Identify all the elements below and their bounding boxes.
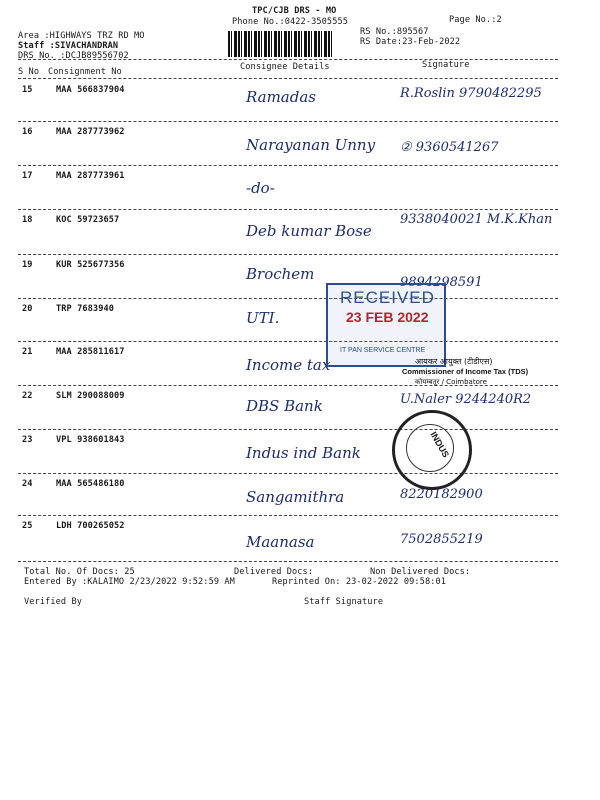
received-stamp-date: 23 FEB 2022 [346,309,429,325]
row-consignee: -do- [246,179,275,197]
row-consignment-no: MAA 565486180 [56,479,125,489]
row-consignee: Narayanan Unny [246,136,376,154]
row-consignment-no: SLM 290088009 [56,391,125,401]
column-divider [18,78,558,79]
drs-number: DRS No. :DCJB89556702 [18,51,129,61]
row-divider [18,473,558,474]
row-divider [18,254,558,255]
row-divider [18,515,558,516]
row-sno: 23 [22,435,33,445]
row-consignee: Sangamithra [246,488,345,506]
row-divider [18,121,558,122]
row-consignee: Ramadas [246,88,316,106]
row-signature: 7502855219 [400,532,483,547]
row-signature: U.Naler 9244240R2 [400,392,532,407]
row-sno: 25 [22,521,33,531]
row-sno: 16 [22,127,33,137]
row-consignment-no: MAA 287773962 [56,127,125,137]
row-consignee: Maanasa [246,533,315,551]
document-title: TPC/CJB DRS - MO [252,6,337,16]
table-end-divider [18,561,558,562]
row-sno: 22 [22,391,33,401]
row-consignment-no: MAA 287773961 [56,171,125,181]
rs-number: RS No.:895567 [360,27,429,37]
row-consignment-no: VPL 938601843 [56,435,125,445]
received-stamp-caption: IT PAN SERVICE CENTRE [340,347,426,354]
row-sno: 19 [22,260,33,270]
reprinted-on: Reprinted On: 23-02-2022 09:58:01 [272,577,447,587]
row-consignment-no: MAA 285811617 [56,347,125,357]
column-header-signature: Signature [422,60,470,70]
row-consignment-no: LDH 700265052 [56,521,125,531]
row-signature: 9894298591 [400,275,483,290]
row-consignee: DBS Bank [246,397,323,415]
tax-stamp-title: Commissioner of Income Tax (TDS) [402,367,529,376]
row-divider [18,341,558,342]
staff-label: Staff :SIVACHANDRAN [18,41,119,51]
row-consignee: Indus ind Bank [246,444,361,462]
row-sno: 18 [22,215,33,225]
row-signature: 9338040021 M.K.Khan [400,212,553,227]
row-divider [18,298,558,299]
page-number: Page No.:2 [449,15,502,25]
row-consignee: UTI. [246,309,280,327]
staff-signature: Staff Signature [304,597,384,607]
phone-number: Phone No.:0422-3505555 [232,17,349,27]
tax-stamp-hindi: आयकर आयुक्त (टीडीएस) [415,357,493,366]
row-consignment-no: KUR 525677356 [56,260,125,270]
rs-date: RS Date:23-Feb-2022 [360,37,461,47]
row-sno: 15 [22,85,33,95]
verified-by: Verified By [24,597,83,607]
header-divider [18,59,558,60]
row-sno: 21 [22,347,33,357]
area-label: Area :HIGHWAYS TRZ RD MO [18,31,145,41]
row-consignment-no: TRP 7683940 [56,304,115,314]
row-consignment-no: MAA 566837904 [56,85,125,95]
column-header-sno: S No [18,67,40,77]
row-signature: R.Roslin 9790482295 [400,86,542,101]
tax-stamp-city: कोयम्बतूर / Coimbatore [415,378,487,386]
non-delivered-docs: Non Delivered Docs: [370,567,471,577]
row-consignment-no: KOC 59723657 [56,215,120,225]
column-header-consignee: Consignee Details [240,62,330,72]
total-docs: Total No. Of Docs: 25 [24,567,135,577]
row-sno: 17 [22,171,33,181]
row-signature: 8220182900 [400,487,483,502]
row-divider [18,429,558,430]
row-consignee: Income tax [246,356,331,374]
column-header-consignment: Consignment No [48,67,122,77]
entered-by: Entered By :KALAIMO 2/23/2022 9:52:59 AM [24,577,235,587]
row-divider [18,165,558,166]
row-sno: 24 [22,479,33,489]
received-stamp-title: RECEIVED [340,288,435,307]
bank-seal-text: INDUS [428,430,452,460]
row-consignee: Brochem [246,265,315,283]
row-divider [18,209,558,210]
delivered-docs: Delivered Docs: [234,567,314,577]
row-consignee: Deb kumar Bose [246,222,372,240]
row-signature: ② 9360541267 [400,140,499,155]
row-sno: 20 [22,304,33,314]
barcode [228,31,334,57]
